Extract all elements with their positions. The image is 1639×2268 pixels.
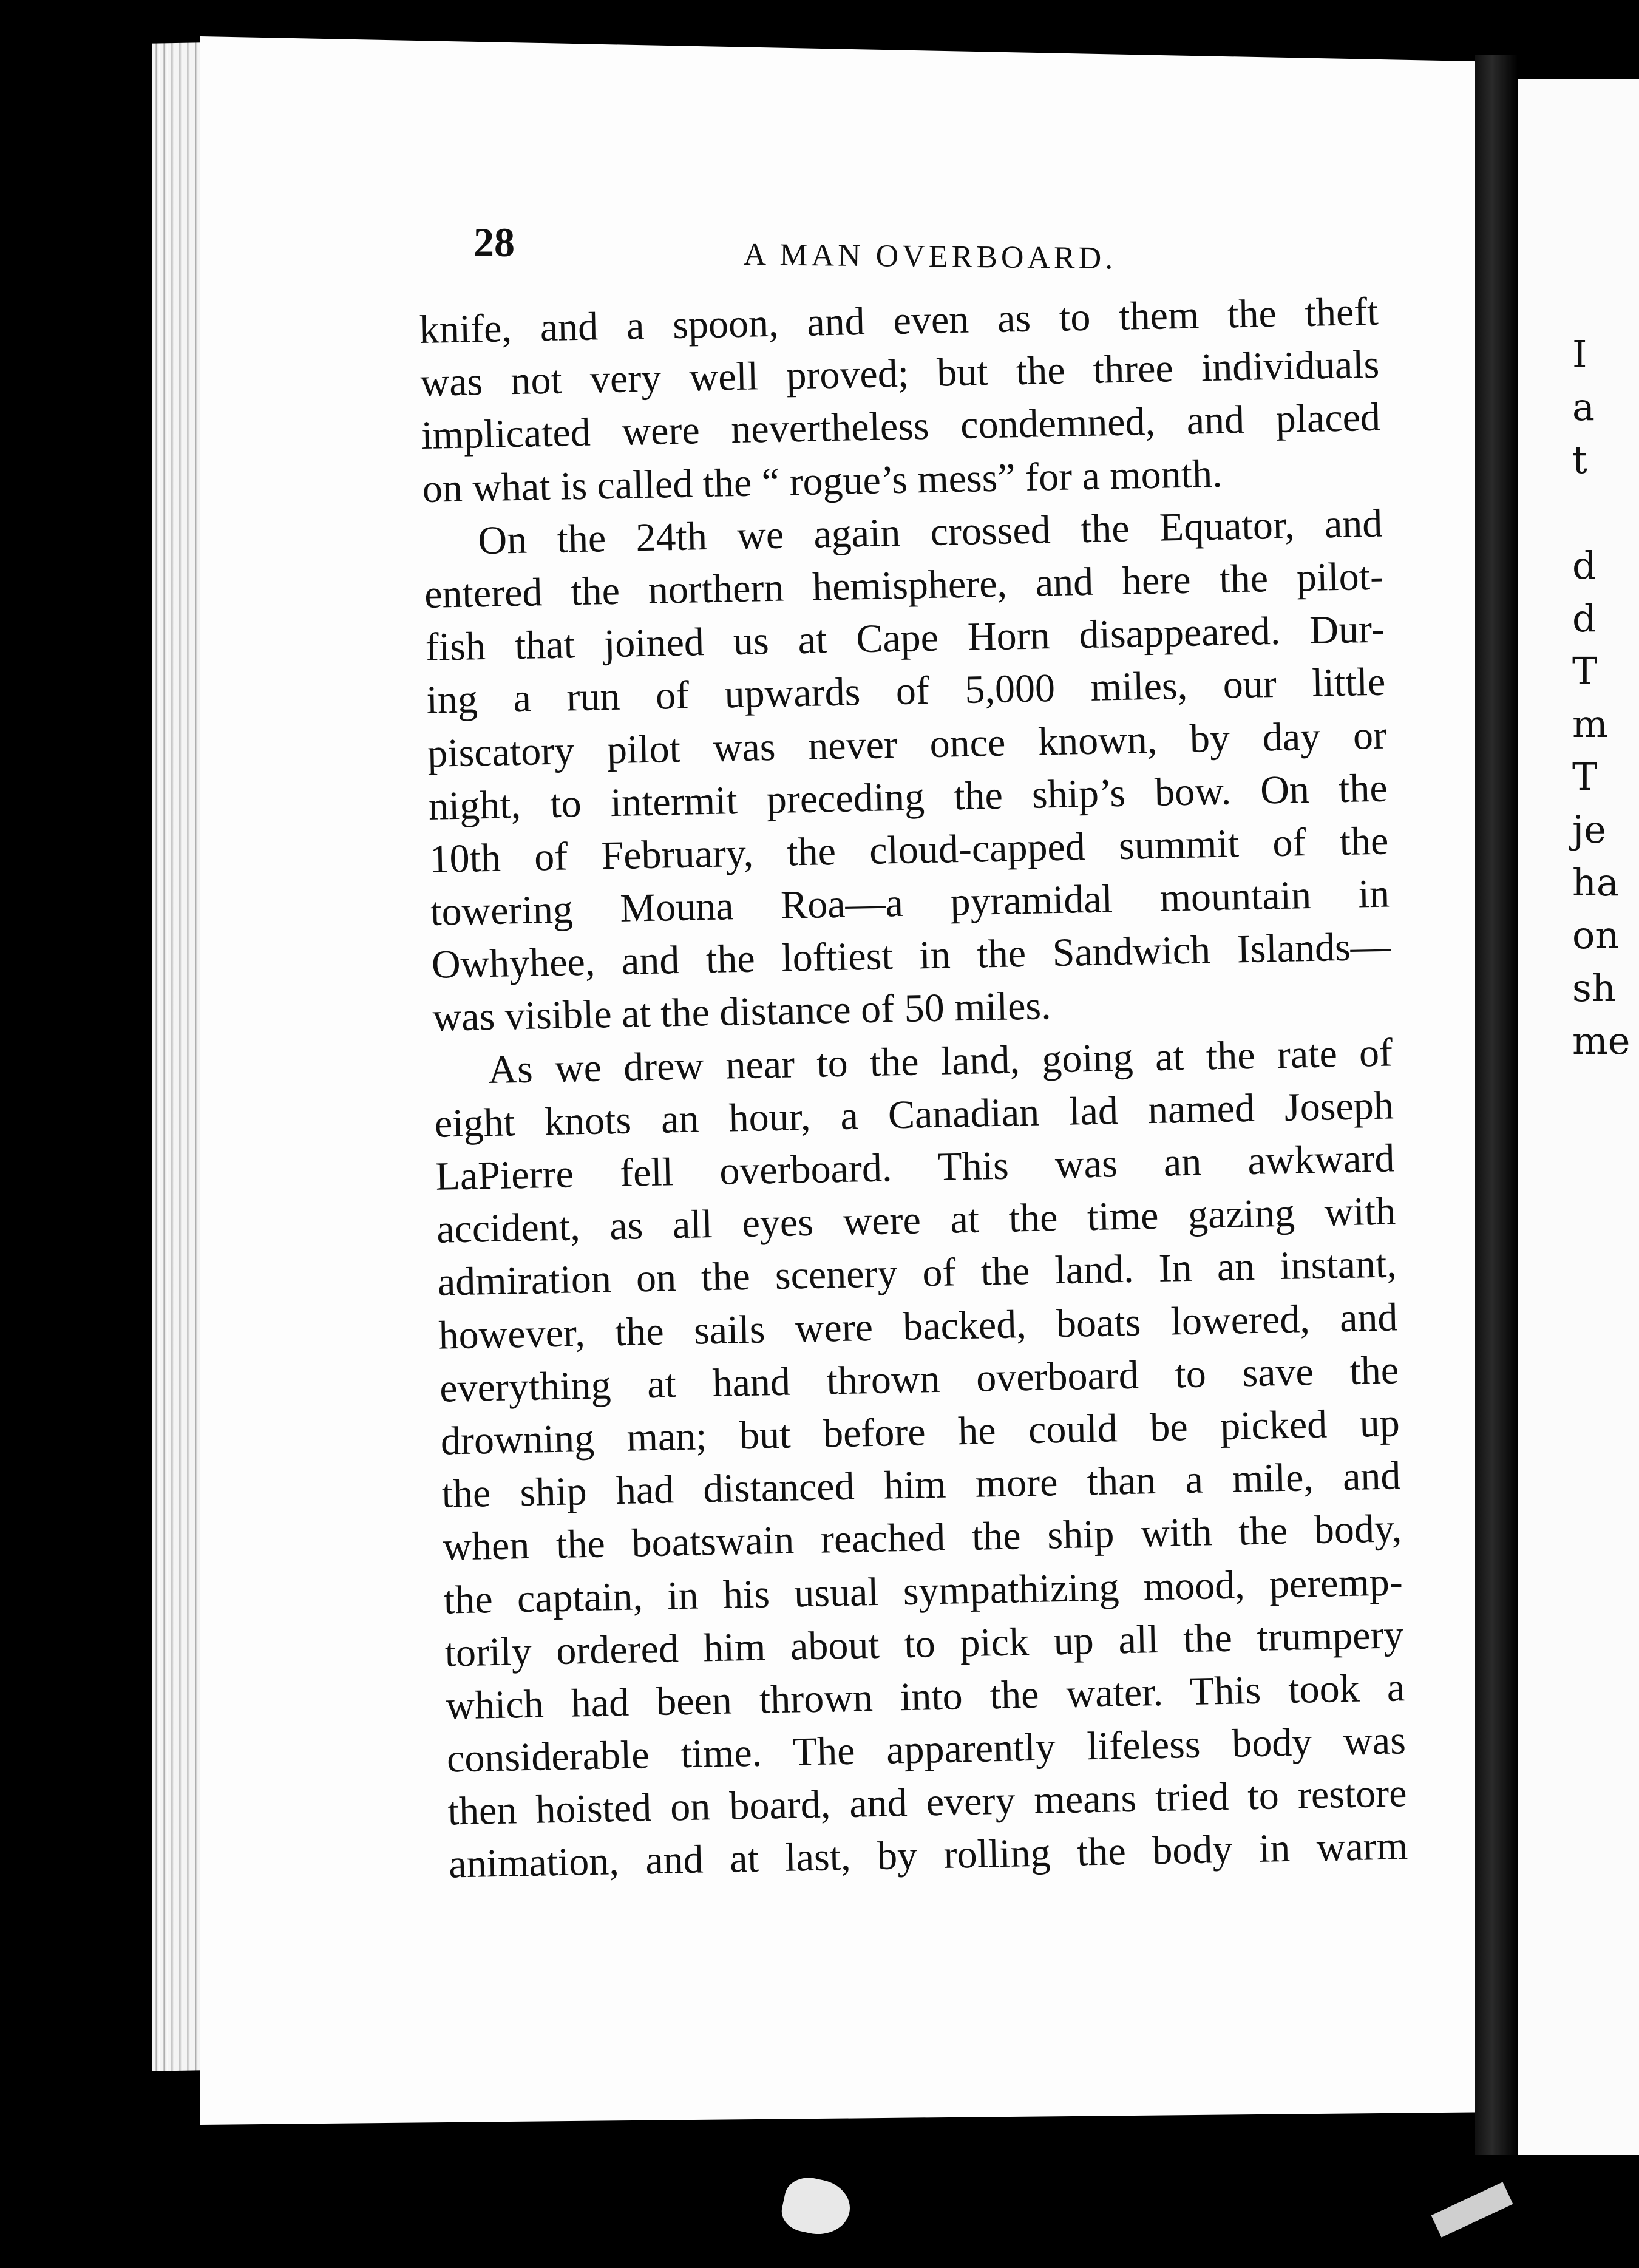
text-line: when the boatswain reached the ship with the body, (442, 1506, 1402, 1569)
text-line: however, the sails were backed, boats lowered, and (438, 1294, 1399, 1358)
body-text (419, 285, 1408, 1891)
facing-page-fragment: T (1572, 755, 1598, 799)
facing-page-fragment: me (1572, 1019, 1631, 1063)
text-line: knife, and a spoon, and even as to them the theft (419, 289, 1379, 352)
text-line: accident, as all eyes were at the time gazing with (436, 1189, 1396, 1252)
facing-page-text (1572, 328, 1630, 1067)
facing-page-fragment: T (1572, 649, 1598, 693)
page-number: 28 (473, 219, 515, 265)
text-line: which had been thrown into the water. This took a (445, 1665, 1405, 1728)
text-line: the captain, in his usual sympathizing mood, peremp- (443, 1559, 1403, 1623)
facing-page-fragment: sh (1572, 966, 1616, 1010)
text-line: considerable time. The apparently lifeless body was (446, 1718, 1407, 1781)
facing-page-fragment (1572, 486, 1630, 539)
text-line: on what is called the “ rogue’s mess” for a month. (422, 451, 1223, 511)
text-line: everything at hand thrown overboard to save the (439, 1348, 1399, 1411)
text-line: towering Mouna Roa—a pyramidal mountain in (430, 871, 1390, 934)
facing-page-fragment: I (1572, 332, 1587, 376)
running-title: A MAN OVERBOARD. (743, 237, 1117, 276)
text-line: then hoisted on board, and every means tried to restore (447, 1771, 1408, 1834)
facing-page-fragment: d (1572, 596, 1597, 640)
text-line: the ship had distanced him more than a mile, and (441, 1453, 1402, 1516)
text-line: night, to intermit preceding the ship’s bow. On the (428, 766, 1388, 829)
facing-page-fragment: a (1572, 385, 1595, 429)
text-line: admiration on the scenery of the land. In an instant, (437, 1241, 1397, 1305)
text-line: Owhyhee, and the loftiest in the Sandwich Islands— (431, 924, 1391, 988)
text-line: was not very well proved; but the three individuals (419, 342, 1380, 406)
text-line: fish that joined us at Cape Horn disappeared. Dur- (425, 606, 1385, 670)
text-line: animation, and at last, by rolling the body in warm (448, 1824, 1408, 1887)
text-line: implicated were nevertheless condemned, and placed (421, 395, 1381, 458)
text-line: piscatory pilot was never once known, by day or (427, 713, 1387, 776)
text-line: entered the northern hemisphere, and here the pilot- (424, 554, 1384, 617)
facing-page-fragment: on (1572, 913, 1620, 957)
text-line: was visible at the distance of 50 miles. (432, 983, 1052, 1041)
text-line: ing a run of upwards of 5,000 miles, our little (426, 659, 1386, 723)
text-line: drowning man; but before he could be picked up (440, 1401, 1400, 1464)
ink-blot (778, 2173, 855, 2241)
text-line: torily ordered him about to pick up all the trumpery (444, 1612, 1405, 1676)
text-line: 10th of February, the cloud-capped summit of the (429, 818, 1389, 881)
facing-page-fragment: d (1572, 543, 1597, 588)
text-line: LaPierre fell overboard. This was an awkward (435, 1136, 1396, 1199)
ink-smudge (1431, 2182, 1513, 2237)
text-line: As we drew near to the land, going at the rate of (487, 1030, 1393, 1092)
facing-page-fragment: ha (1572, 860, 1619, 905)
facing-page-fragment: t (1572, 438, 1587, 482)
facing-page-fragment: je (1572, 807, 1606, 852)
text-line: eight knots an hour, a Canadian lad named Joseph (434, 1083, 1394, 1146)
text-line: On the 24th we again crossed the Equator, and (477, 501, 1383, 563)
book-spine (1475, 55, 1518, 2155)
facing-page-fragment: m (1572, 702, 1608, 746)
